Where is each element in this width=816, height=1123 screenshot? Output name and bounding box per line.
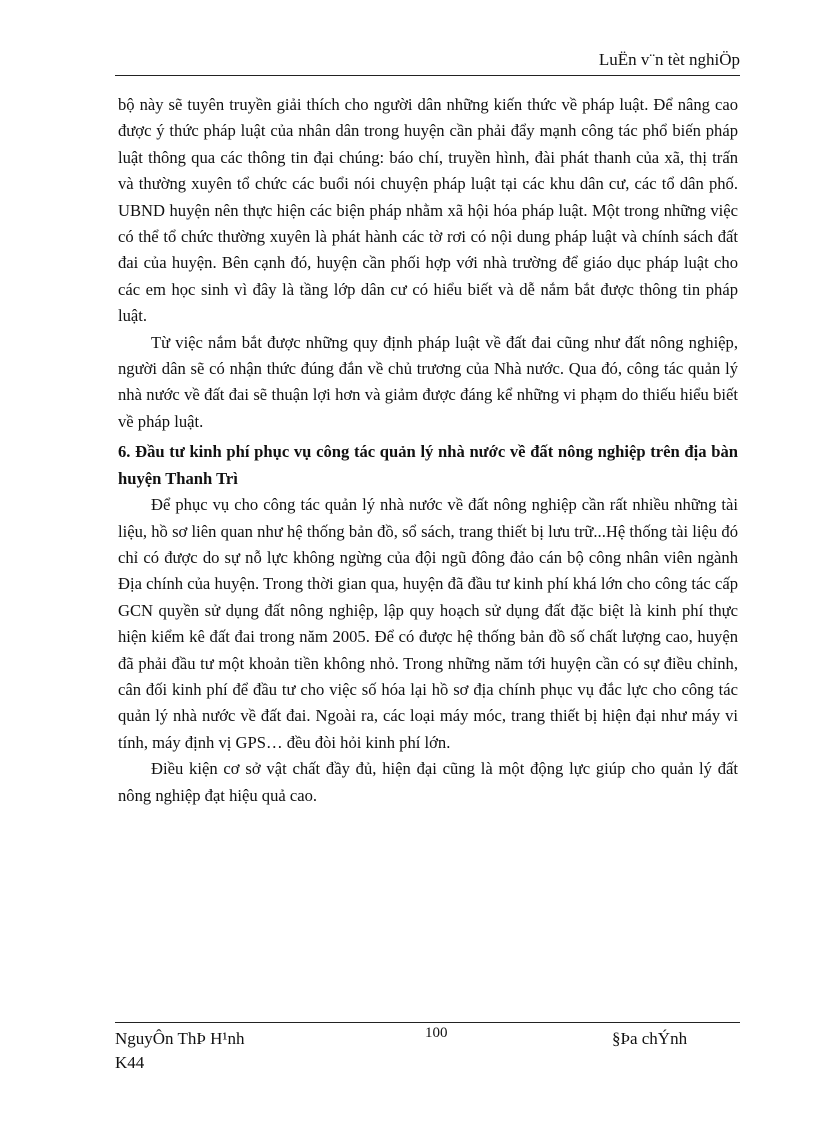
header-divider — [115, 75, 740, 76]
paragraph-4: Điều kiện cơ sở vật chất đầy đủ, hiện đại cũng là một động lực giúp cho quản lý đất nông nghiệp đạt hiệu quả cao. — [118, 759, 738, 805]
footer-author: NguyÔn ThÞ H¹nh — [115, 1029, 245, 1048]
paragraph-3: Để phục vụ cho công tác quản lý nhà nước về đất nông nghiệp cần rất nhiều những tài liệu, hồ sơ liên quan như hệ thống bản đồ, sổ sách, trang thiết bị lưu trữ...Hệ thống tài liệu đó chỉ có được do sự nỗ lực không ngừng của đội ngũ đông đảo cán bộ công nhân viên ngành Địa chính của huyện. Trong thời gian qua, huyện đã đầu tư kinh phí khá lớn cho công tác cấp GCN quyền sử dụng đất nông nghiệp, lập quy hoạch sử dụng đất đặc biệt là kinh phí thực hiện kiểm kê đất đai trong năm 2005. Để có được hệ thống bản đồ số chất lượng cao, huyện đã phải đầu tư một khoản tiền không nhỏ. Trong những năm tới huyện cần có sự điều chỉnh, cân đối kinh phí để đầu tư cho việc số hóa lại hồ sơ địa chính phục vụ đắc lực cho công tác quản lý nhà nước về đất đai. Ngoài ra, các loại máy móc, trang thiết bị hiện đại như máy vi tính, máy định vị GPS… đều đòi hỏi kinh phí lớn. — [118, 495, 738, 752]
footer-class: K44 — [115, 1053, 145, 1072]
section-heading: 6. Đầu tư kinh phí phục vụ công tác quản lý nhà nước về đất nông nghiệp trên địa bàn huyện Thanh Trì — [118, 442, 738, 488]
paragraph-1: bộ này sẽ tuyên truyền giải thích cho người dân những kiến thức về pháp luật. Để nâng cao được ý thức pháp luật của nhân dân trong huyện cần phải đẩy mạnh công tác phổ biến pháp luật thông qua các thông tin đại chúng: báo chí, truyền hình, đài phát thanh của xã, thị trấn và thường xuyên tổ chức các buổi nói chuyện pháp luật tại các khu dân cư, các tổ dân phố. UBND huyện nên thực hiện các biện pháp nhằm xã hội hóa pháp luật. Một trong những việc có thể tổ chức thường xuyên là phát hành các tờ rơi có nội dung pháp luật và chính sách đất đai của huyện. Bên cạnh đó, huyện cần phối hợp với nhà trường để giáo dục pháp luật cho các em học sinh vì đây là tầng lớp dân cư có hiểu biết và dễ nắm bắt được thông tin pháp luật. — [118, 95, 738, 326]
footer-author-block — [115, 1027, 244, 1075]
footer-divider — [115, 1022, 740, 1023]
paragraph-2: Từ việc nắm bắt được những quy định pháp luật về đất đai cũng như đất nông nghiệp, người dân sẽ có nhận thức đúng đắn về chủ trương của Nhà nước. Qua đó, công tác quản lý nhà nước về đất đai sẽ thuận lợi hơn và giảm được đáng kể những vi phạm do thiếu hiểu biết về pháp luật. — [118, 332, 738, 431]
footer-department: §Þa chÝnh — [612, 1029, 688, 1048]
page-body — [118, 92, 738, 809]
running-header: LuËn v¨n tèt nghiÖp — [598, 50, 740, 69]
page-number: 100 — [425, 1025, 448, 1041]
